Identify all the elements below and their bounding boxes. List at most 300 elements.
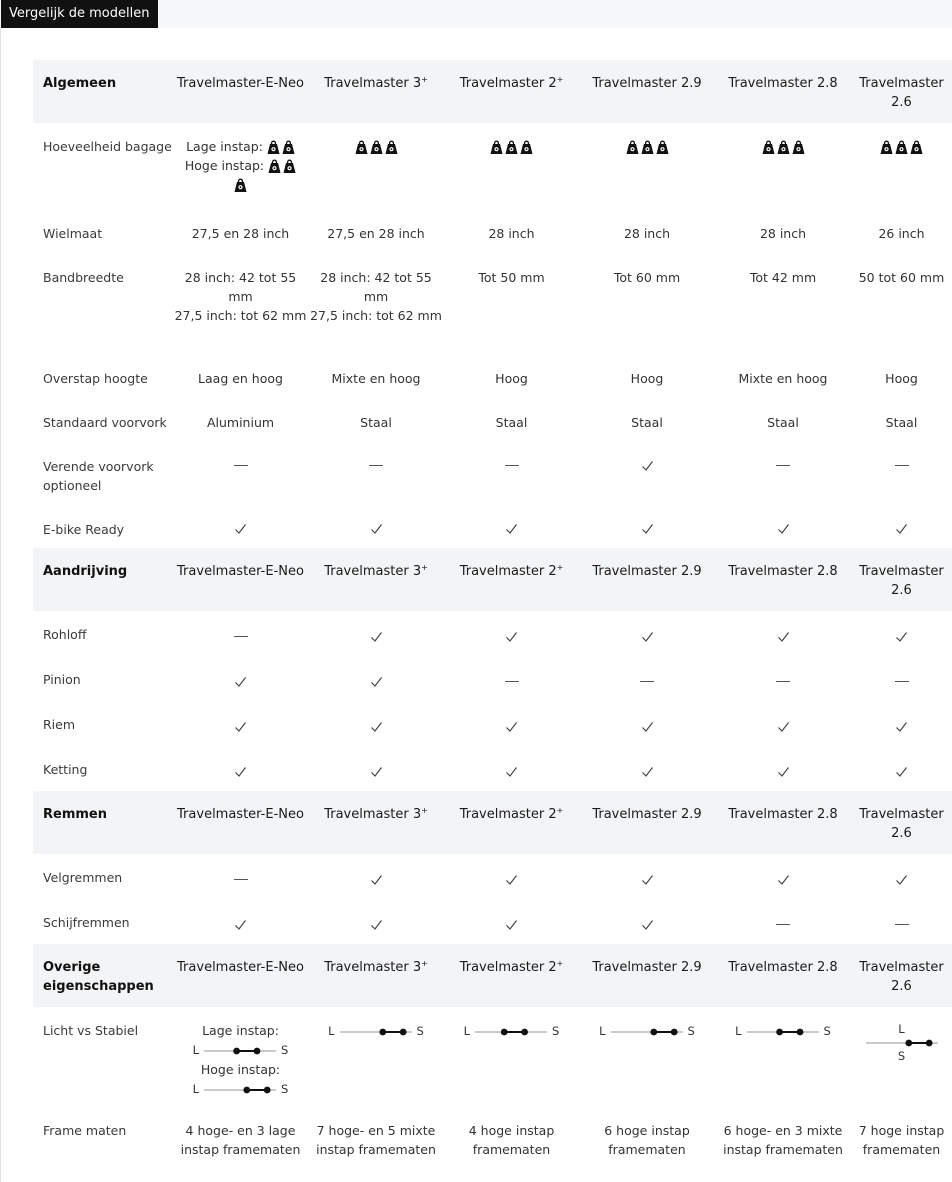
value-cell (851, 1007, 952, 1107)
value-cell (851, 506, 952, 548)
value-cell (715, 854, 851, 899)
bagage-icons-high-extra (234, 178, 247, 193)
value-cell (444, 443, 579, 506)
value-cell (579, 746, 715, 791)
value-cell (579, 656, 715, 701)
model-name: Travelmaster 2.9 (592, 564, 702, 579)
model-name: Travelmaster 2.9 (592, 960, 702, 975)
model-header (715, 548, 851, 611)
value-cell: 6 hoge- en 3 mixte instap framematen (723, 1123, 843, 1157)
row-aandrijving (33, 611, 952, 656)
model-name: Travelmaster 3 (324, 960, 422, 975)
value-cell (579, 1007, 715, 1107)
row-voorvork (33, 399, 952, 443)
value-cell (308, 123, 444, 210)
value-cell: Hoog (630, 371, 664, 386)
row-verende (33, 443, 952, 506)
dash-icon (895, 681, 909, 682)
value-cell (579, 443, 715, 506)
value-cell (444, 746, 579, 791)
model-name: Travelmaster 2.8 (728, 564, 838, 579)
value-cell (173, 746, 308, 791)
value-cell: Laag en hoog (198, 371, 283, 386)
model-sup: + (421, 563, 428, 572)
tire-width-line: Tot 60 mm (613, 270, 681, 285)
value-cell: Hoog (495, 371, 528, 386)
comparison-table (33, 60, 952, 1169)
luggage-weight-icon (234, 178, 247, 193)
value-cell: Staal (885, 415, 918, 430)
tire-width-line: 28 inch: 42 tot 55 mm (320, 270, 432, 304)
checkmark-icon (370, 919, 383, 931)
row-aandrijving (33, 746, 952, 791)
row-licht-stabiel (33, 1007, 952, 1107)
light-stable-scale (735, 1022, 831, 1041)
luggage-weight-icon (370, 140, 383, 155)
row-ebike (33, 506, 952, 548)
model-name: Travelmaster 2 (459, 76, 557, 91)
dash-icon (895, 924, 909, 925)
model-name: Travelmaster 2 (459, 960, 557, 975)
value-cell: Aluminium (206, 415, 275, 430)
value-cell (851, 899, 952, 944)
checkmark-icon (641, 919, 654, 931)
model-header (715, 60, 851, 123)
checkmark-icon (234, 721, 247, 733)
luggage-weight-icon (385, 140, 398, 155)
checkmark-icon (777, 766, 790, 778)
light-letter: L (735, 1024, 742, 1038)
dash-icon (505, 681, 519, 682)
checkmark-icon (895, 874, 908, 886)
value-cell (715, 123, 851, 210)
checkmark-icon (505, 523, 518, 535)
model-name: Travelmaster-E-Neo (177, 960, 304, 975)
value-cell (444, 701, 579, 746)
value-cell (851, 854, 952, 899)
row-framematen (33, 1107, 952, 1169)
light-letter: L (898, 1022, 905, 1036)
dash-icon (505, 465, 519, 466)
checkmark-icon (777, 874, 790, 886)
value-cell: Staal (360, 415, 392, 430)
row-remmen (33, 854, 952, 899)
model-header (444, 60, 579, 123)
header-row-aandrijving (33, 548, 952, 611)
value-cell (173, 506, 308, 548)
value-cell (444, 123, 579, 210)
tire-width-line: Tot 50 mm (478, 270, 545, 285)
luggage-weight-icon (520, 140, 533, 155)
row-label: Hoeveelheid bagage (43, 139, 172, 154)
value-cell: Mixte en hoog (331, 371, 421, 386)
stable-letter: S (897, 1049, 906, 1063)
model-name: Travelmaster 2.8 (728, 807, 838, 822)
checkmark-icon (370, 523, 383, 535)
model-sup: + (556, 959, 564, 968)
checkmark-icon (370, 676, 383, 688)
model-name: Travelmaster 2.6 (859, 564, 944, 598)
value-cell: 28 inch (623, 226, 671, 241)
value-cell (444, 899, 579, 944)
bagage-icons (880, 140, 923, 155)
model-name: Travelmaster 2.9 (592, 807, 702, 822)
value-cell (851, 701, 952, 746)
stable-letter: S (552, 1024, 560, 1038)
bagage-icons-high (268, 159, 296, 174)
bagage-icons (762, 140, 805, 155)
model-header (308, 60, 444, 123)
row-label: Overstap hoogte (43, 371, 148, 386)
model-name: Travelmaster 2.6 (859, 76, 944, 110)
row-label: Wielmaat (43, 226, 103, 241)
dash-icon (234, 465, 248, 466)
model-name: Travelmaster 2.8 (728, 76, 838, 91)
value-cell: Hoog (885, 371, 918, 386)
stable-letter: S (416, 1024, 424, 1038)
row-overstap (33, 355, 952, 399)
bagage-icons (355, 140, 398, 155)
dash-icon (234, 879, 248, 880)
model-header (173, 944, 308, 1007)
row-label: Riem (43, 717, 76, 732)
model-name: Travelmaster 3 (324, 564, 422, 579)
checkmark-icon (777, 631, 790, 643)
section-title: Algemeen (43, 76, 117, 91)
light-stable-scale (464, 1022, 560, 1041)
checkmark-icon (234, 919, 247, 931)
value-cell (851, 656, 952, 701)
model-header (308, 791, 444, 854)
light-stable-scale (193, 1041, 289, 1060)
model-header (444, 944, 579, 1007)
bagage-high-extra (173, 175, 308, 194)
light-stable-slider (866, 1038, 938, 1048)
value-cell (308, 854, 444, 899)
value-cell (308, 1007, 444, 1107)
luggage-weight-icon (792, 140, 805, 155)
luggage-weight-icon (355, 140, 368, 155)
low-entry-label: Lage instap: (202, 1023, 279, 1038)
model-sup: + (556, 563, 564, 572)
value-cell (579, 611, 715, 656)
bagage-low (173, 137, 308, 156)
light-letter: L (192, 1082, 200, 1096)
high-entry-label: Hoge instap: (184, 158, 265, 173)
row-remmen (33, 899, 952, 944)
row-label: Ketting (43, 762, 88, 777)
model-header (173, 60, 308, 123)
value-cell (715, 611, 851, 656)
light-stable-scale (193, 1080, 289, 1099)
value-cell (444, 1007, 579, 1107)
model-header (579, 791, 715, 854)
model-name: Travelmaster 2 (459, 807, 557, 822)
model-name: Travelmaster 2.9 (592, 76, 702, 91)
value-cell (308, 746, 444, 791)
value-cell (308, 443, 444, 506)
value-cell: 28 inch (759, 226, 807, 241)
light-stable-scale (851, 1021, 952, 1065)
luggage-weight-icon (641, 140, 654, 155)
luggage-weight-icon (880, 140, 893, 155)
low-entry-label: Lage instap: (186, 139, 263, 154)
light-stable-slider (340, 1027, 412, 1037)
light-stable-scale (328, 1022, 424, 1041)
stable-letter: S (823, 1024, 831, 1038)
checkmark-icon (895, 631, 908, 643)
value-cell: 27,5 en 28 inch (191, 226, 290, 241)
compare-models-tab[interactable]: Vergelijk de modellen (1, 0, 158, 28)
checkmark-icon (895, 523, 908, 535)
model-name: Travelmaster 2.8 (728, 960, 838, 975)
luggage-weight-icon (490, 140, 503, 155)
checkmark-icon (370, 874, 383, 886)
high-entry-label: Hoge instap: (200, 1062, 281, 1077)
model-name: Travelmaster 2.6 (859, 807, 944, 841)
bagage-icons (490, 140, 533, 155)
tire-width-line: 50 tot 60 mm (858, 270, 945, 285)
dash-icon (234, 636, 248, 637)
row-aandrijving (33, 656, 952, 701)
value-cell (715, 254, 851, 355)
value-cell (851, 443, 952, 506)
model-header (173, 548, 308, 611)
model-sup: + (421, 806, 428, 815)
model-header (579, 548, 715, 611)
value-cell (579, 854, 715, 899)
model-sup: + (556, 806, 564, 815)
value-cell (173, 899, 308, 944)
value-cell (715, 746, 851, 791)
bagage-icons (626, 140, 669, 155)
model-header (715, 791, 851, 854)
checkmark-icon (370, 721, 383, 733)
model-header (579, 60, 715, 123)
luggage-weight-icon (505, 140, 518, 155)
value-cell (851, 746, 952, 791)
model-header (715, 944, 851, 1007)
value-cell (308, 899, 444, 944)
header-row-remmen (33, 791, 952, 854)
checkmark-icon (505, 721, 518, 733)
light-stable-slider (204, 1085, 276, 1095)
stable-letter: S (687, 1024, 695, 1038)
value-cell (579, 701, 715, 746)
row-wielmaat (33, 210, 952, 254)
light-stable-slider (611, 1027, 683, 1037)
dash-icon (776, 924, 790, 925)
value-cell (444, 656, 579, 701)
row-label: Licht vs Stabiel (43, 1023, 139, 1038)
value-cell (715, 899, 851, 944)
value-cell (715, 701, 851, 746)
value-cell (444, 611, 579, 656)
bagage-icons-low (267, 140, 295, 155)
value-cell (851, 123, 952, 210)
value-cell (579, 506, 715, 548)
value-cell (308, 506, 444, 548)
luggage-weight-icon (268, 159, 281, 174)
checkmark-icon (505, 874, 518, 886)
light-letter: L (192, 1043, 200, 1057)
model-header (851, 791, 952, 854)
value-cell (444, 254, 579, 355)
light-stable-slider (475, 1027, 547, 1037)
checkmark-icon (641, 721, 654, 733)
luggage-weight-icon (895, 140, 908, 155)
value-cell: Staal (767, 415, 799, 430)
value-cell: 7 hoge- en 5 mixte instap framematen (316, 1123, 436, 1157)
checkmark-icon (641, 874, 654, 886)
model-name: Travelmaster 2 (459, 564, 557, 579)
value-cell: 7 hoge instap framematen (858, 1123, 945, 1157)
model-name: Travelmaster 3 (324, 76, 422, 91)
row-bandbreedte (33, 254, 952, 355)
row-label: E-bike Ready (43, 522, 125, 537)
model-header (579, 944, 715, 1007)
value-cell (173, 443, 308, 506)
value-cell (579, 254, 715, 355)
row-label: Rohloff (43, 627, 87, 642)
tire-width-line: 28 inch: 42 tot 55 mm (184, 270, 297, 304)
value-cell (851, 611, 952, 656)
value-cell (173, 611, 308, 656)
value-cell (308, 701, 444, 746)
model-name: Travelmaster 2.6 (859, 960, 944, 994)
section-title: Remmen (43, 807, 107, 822)
model-header (851, 944, 952, 1007)
value-cell: Staal (495, 415, 528, 430)
model-header (308, 548, 444, 611)
light-stable-slider (204, 1046, 276, 1056)
dash-icon (369, 465, 383, 466)
value-cell (173, 1007, 308, 1107)
row-label: Schijfremmen (43, 915, 130, 930)
value-cell (173, 656, 308, 701)
checkmark-icon (641, 766, 654, 778)
row-label: Verende voorvork optioneel (43, 459, 154, 493)
light-stable-scale (599, 1022, 695, 1041)
row-label: Bandbreedte (43, 270, 124, 285)
checkmark-icon (777, 523, 790, 535)
bagage-high (173, 156, 308, 175)
checkmark-icon (234, 676, 247, 688)
model-name: Travelmaster-E-Neo (177, 76, 304, 91)
value-cell (444, 854, 579, 899)
dash-icon (776, 465, 790, 466)
luggage-weight-icon (656, 140, 669, 155)
checkmark-icon (234, 766, 247, 778)
luggage-weight-icon (910, 140, 923, 155)
dash-icon (640, 681, 654, 682)
value-cell (308, 611, 444, 656)
model-name: Travelmaster-E-Neo (177, 564, 304, 579)
model-header (308, 944, 444, 1007)
luggage-weight-icon (282, 140, 295, 155)
row-label: Pinion (43, 672, 81, 687)
row-label: Velgremmen (43, 870, 123, 885)
value-cell (715, 656, 851, 701)
value-cell (579, 899, 715, 944)
value-cell: 27,5 en 28 inch (327, 226, 425, 241)
luggage-weight-icon (283, 159, 296, 174)
light-letter: L (328, 1024, 335, 1038)
value-cell (308, 656, 444, 701)
value-cell (851, 254, 952, 355)
header-row-algemeen (33, 60, 952, 123)
checkmark-icon (370, 766, 383, 778)
checkmark-icon (505, 631, 518, 643)
checkmark-icon (777, 721, 790, 733)
value-cell (444, 506, 579, 548)
light-letter: L (599, 1024, 606, 1038)
dash-icon (895, 465, 909, 466)
stable-letter: S (281, 1082, 289, 1096)
model-header (444, 791, 579, 854)
section-title: Aandrijving (43, 564, 128, 579)
light-letter: L (463, 1024, 471, 1038)
value-cell: 4 hoge- en 3 lage instap framematen (180, 1123, 301, 1157)
value-cell (173, 854, 308, 899)
value-cell (715, 506, 851, 548)
stable-letter: S (281, 1043, 289, 1057)
row-label: Standaard voorvork (43, 415, 167, 430)
checkmark-icon (505, 919, 518, 931)
row-label: Frame maten (43, 1123, 127, 1138)
value-cell (173, 123, 308, 210)
value-cell: 6 hoge instap framematen (604, 1123, 690, 1157)
section-title: Overige eigenschappen (43, 960, 154, 994)
model-sup: + (421, 959, 428, 968)
header-row-overige (33, 944, 952, 1007)
model-sup: + (421, 75, 428, 84)
model-name: Travelmaster 3 (324, 807, 422, 822)
row-bagage (33, 123, 952, 210)
luggage-weight-icon (267, 140, 280, 155)
checkmark-icon (895, 721, 908, 733)
value-cell: 26 inch (878, 226, 925, 241)
value-cell (308, 254, 444, 355)
luggage-weight-icon (626, 140, 639, 155)
model-header (851, 548, 952, 611)
value-cell (715, 443, 851, 506)
model-header (444, 548, 579, 611)
checkmark-icon (641, 631, 654, 643)
value-cell: Staal (631, 415, 663, 430)
value-cell (579, 123, 715, 210)
tire-width-line: Tot 42 mm (749, 270, 817, 285)
value-cell (173, 701, 308, 746)
value-cell (715, 1007, 851, 1107)
value-cell: 4 hoge instap framematen (468, 1123, 555, 1157)
value-cell (173, 254, 308, 355)
value-cell: 28 inch (488, 226, 535, 241)
value-cell: Mixte en hoog (738, 371, 828, 386)
checkmark-icon (641, 523, 654, 535)
checkmark-icon (641, 460, 654, 472)
checkmark-icon (234, 523, 247, 535)
checkmark-icon (370, 631, 383, 643)
luggage-weight-icon (777, 140, 790, 155)
row-aandrijving (33, 701, 952, 746)
tire-width-line: 27,5 inch: tot 62 mm (174, 308, 307, 323)
checkmark-icon (505, 766, 518, 778)
model-name: Travelmaster-E-Neo (177, 807, 304, 822)
model-header (851, 60, 952, 123)
checkmark-icon (895, 766, 908, 778)
luggage-weight-icon (762, 140, 775, 155)
